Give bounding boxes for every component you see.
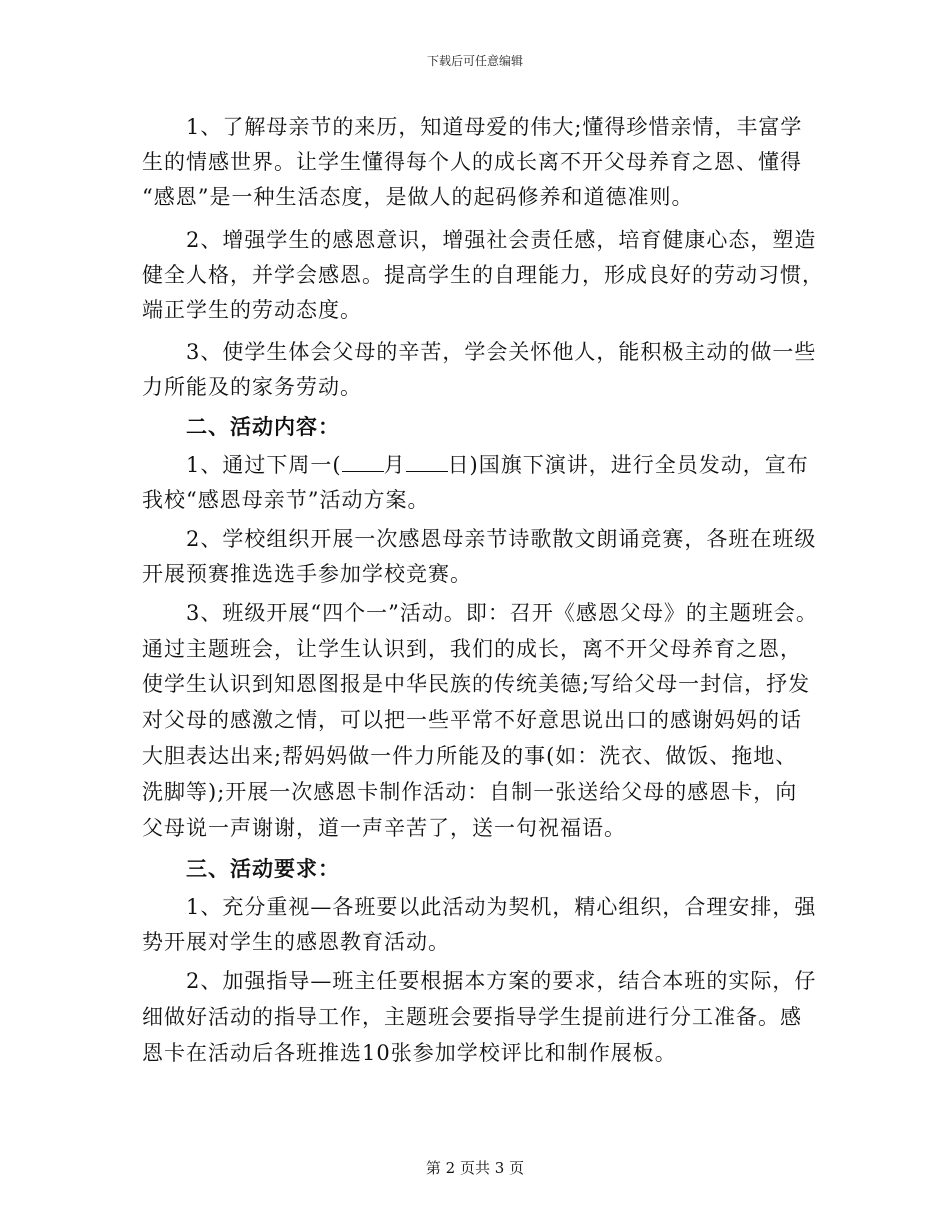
paragraph-line: 洗脚等);开展一次感恩卡制作活动：自制一张送给父母的感恩卡，向 <box>142 780 798 804</box>
paragraph-line: 3、班级开展“四个一”活动。即：召开《感恩父母》的主题班会。 <box>186 601 818 625</box>
paragraph-line <box>186 450 809 480</box>
paragraph-line: 细做好活动的指导工作，主题班会要指导学生提前进行分工准备。感 <box>142 1005 802 1029</box>
date-blank <box>342 451 384 472</box>
date-blank <box>406 451 448 472</box>
paragraph-line: 1、充分重视—各班要以此活动为契机，精心组织，合理安排，强 <box>186 895 817 919</box>
paragraph-line: 恩卡在活动后各班推选10张参加学校评比和制作展板。 <box>142 1041 677 1065</box>
page-header: 下载后可任意编辑 <box>426 54 523 68</box>
line-segment: 月 <box>383 453 406 477</box>
paragraph-line: 3、使学生体会父母的辛苦，学会关怀他人，能积极主动的做一些 <box>186 340 817 364</box>
paragraph-line: 1、了解母亲节的来历，知道母爱的伟大;懂得珍惜亲情，丰富学 <box>186 115 803 139</box>
paragraph-line: 势开展对学生的感恩教育活动。 <box>142 930 450 954</box>
paragraph-line: 使学生认识到知恩图报是中华民族的传统美德;写给父母一封信，抒发 <box>142 672 811 696</box>
line-segment: 日)国旗下演讲，进行全员发动，宣布 <box>447 453 809 477</box>
page-footer: 第 2 页共 3 页 <box>425 1159 525 1177</box>
paragraph-line: 通过主题班会，让学生认识到，我们的成长，离不开父母养育之恩， <box>142 637 802 661</box>
paragraph-line: 对父母的感激之情，可以把一些平常不好意思说出口的感谢妈妈的话 <box>142 708 802 732</box>
paragraph-line: 大胆表达出来;帮妈妈做一件力所能及的事(如：洗衣、做饭、拖地、 <box>142 744 798 768</box>
paragraph-line: 健全人格，并学会感恩。提高学生的自理能力，形成良好的劳动习惯， <box>142 263 824 287</box>
paragraph-line: 开展预赛推选选手参加学校竞赛。 <box>142 562 472 586</box>
paragraph-line: 力所能及的家务劳动。 <box>142 375 362 399</box>
paragraph-line: 父母说一声谢谢，道一声辛苦了，送一句祝福语。 <box>142 816 626 840</box>
paragraph-line: 我校“感恩母亲节”活动方案。 <box>142 488 430 512</box>
paragraph-line: 端正学生的劳动态度。 <box>142 298 362 322</box>
paragraph-line: 2、增强学生的感恩意识，增强社会责任感，培育健康心态，塑造 <box>186 228 817 252</box>
paragraph-line: 2、学校组织开展一次感恩母亲节诗歌散文朗诵竞赛，各班在班级 <box>186 527 817 551</box>
paragraph-line: 2、加强指导—班主任要根据本方案的要求，结合本班的实际，仔 <box>186 969 817 993</box>
section-heading: 二、活动内容： <box>186 414 340 439</box>
paragraph-line: 生的情感世界。让学生懂得每个人的成长离不开父母养育之恩、懂得 <box>142 150 802 174</box>
paragraph-line: “感恩”是一种生活态度，是做人的起码修养和道德准则。 <box>142 185 694 209</box>
section-heading: 三、活动要求： <box>186 856 340 881</box>
line-segment: 1、通过下周一( <box>186 453 342 477</box>
